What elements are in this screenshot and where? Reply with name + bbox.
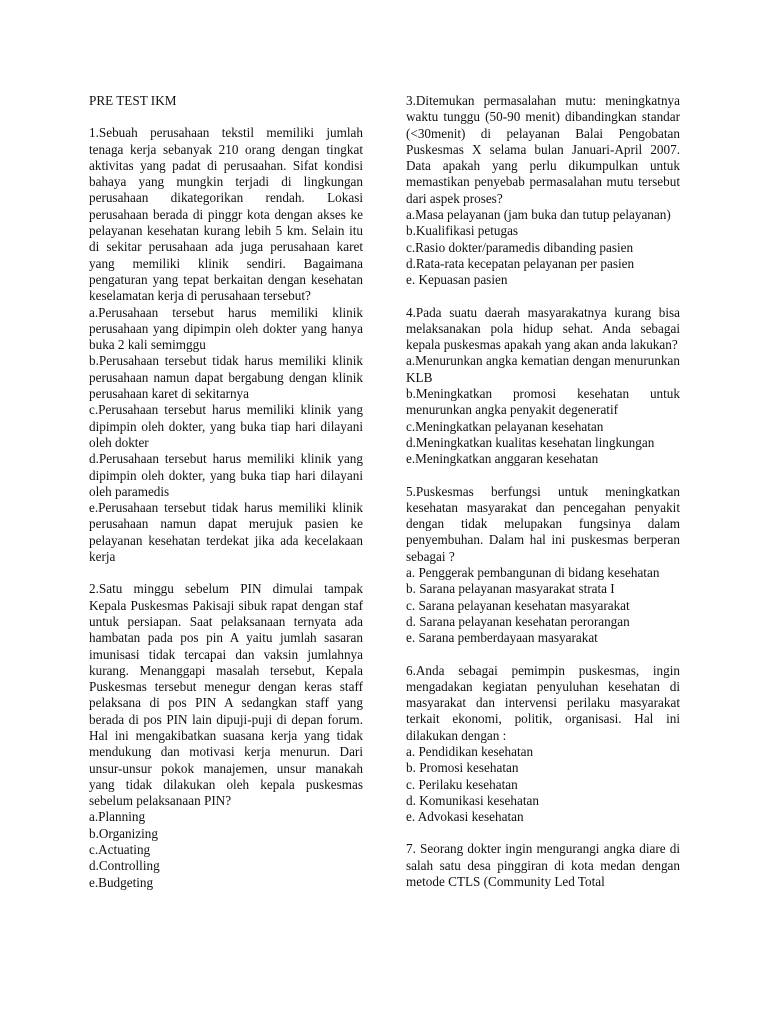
option-a: a.Perusahaan tersebut harus memiliki klinik perusahaan yang dipimpin oleh dokter yang hanya buka 2 kali semimggu <box>89 304 363 353</box>
option-list <box>406 353 680 467</box>
option-list <box>89 305 363 566</box>
option-list <box>406 744 680 825</box>
option-c: c.Meningkatkan pelayanan kesehatan <box>406 418 604 434</box>
question-stem: 1.Sebuah perusahaan tekstil memiliki jumlah tenaga kerja sebanyak 210 orang dengan tingkat aktivitas yang padat di perusaahan. Sifat kondisi bahaya yang mungkin terjadi di lingkungan perusahaan dikategorikan rendah. Lokasi perusahaan berada di pinggr kota dengan akses ke pelayanan kesehatan kurang lebih 5 km. Selain itu di sekitar perusahaan ada juga perusahaan karet yang memiliki klinik sendiri. Bagaimana pengaturan yang tepat berkaitan dengan kesehatan keselamatan kerja di perusahaan tersebut? <box>89 125 363 304</box>
option-list <box>406 565 680 646</box>
left-column <box>89 93 363 907</box>
option-d: d. Sarana pelayanan kesehatan perorangan <box>406 613 630 629</box>
option-d: d.Perusahaan tersebut harus memiliki klinik yang dipimpin oleh dokter, yang buka tiap hari dilayani oleh paramedis <box>89 451 363 499</box>
option-b: b.Perusahaan tersebut tidak harus memiliki klinik perusahaan namun dapat bergabung dengan klinik perusahaan karet di sekitarnya <box>89 353 363 402</box>
option-list <box>89 809 363 890</box>
option-c: c.Rasio dokter/paramedis dibanding pasien <box>406 239 634 255</box>
option-a: a.Menurunkan angka kematian dengan menurunkan KLB <box>406 353 680 385</box>
question-stem: 6.Anda sebagai pemimpin puskesmas, ingin mengadakan kegiatan penyuluhan kesehatan di masyarakat dan intervensi perilaku masyarakat terkait ekonomi, politik, organisasi. Hal ini dilakukan dengan : <box>406 662 680 743</box>
question-2 <box>89 581 363 891</box>
option-e: e. Advokasi kesehatan <box>406 809 524 825</box>
option-b: b. Sarana pelayanan masyarakat strata I <box>406 581 615 597</box>
option-a: a. Penggerak pembangunan di bidang kesehatan <box>406 565 660 581</box>
option-d: d.Controlling <box>89 858 160 874</box>
option-c: c. Sarana pelayanan kesehatan masyarakat <box>406 597 630 613</box>
option-e: e.Budgeting <box>89 874 154 890</box>
option-d: d.Rata-rata kecepatan pelayanan per pasien <box>406 255 635 271</box>
question-stem: 4.Pada suatu daerah masyarakatnya kurang bisa melaksanakan pola hidup sehat. Anda sebagai kepala puskesmas apakah yang akan anda lakukan? <box>406 304 680 353</box>
option-c: c.Perusahaan tersebut harus memiliki klinik yang dipimpin oleh dokter, yang buka tiap hari dilayani oleh dokter <box>89 402 363 450</box>
option-d: d. Komunikasi kesehatan <box>406 792 539 808</box>
option-e: e. Sarana pemberdayaan masyarakat <box>406 630 598 646</box>
question-stem: 5.Puskesmas berfungsi untuk meningkatkan kesehatan masyarakat dan pencegahan penyakit dengan tidak melupakan fungsinya dalam penyembuhan. Dalam hal ini puskesmas berperan sebagai ? <box>406 483 680 564</box>
page-title: PRE TEST IKM <box>89 93 177 108</box>
option-list <box>406 207 680 288</box>
option-e: e.Perusahaan tersebut tidak harus memiliki klinik perusahaan namun dapat merujuk pasien ke pelayanan kesehatan terdekat jika ada kecelakaan kerja <box>89 500 363 565</box>
option-b: b.Kualifikasi petugas <box>406 223 519 239</box>
question-7 <box>406 841 680 890</box>
question-stem: 2.Satu minggu sebelum PIN dimulai tampak Kepala Puskesmas Pakisaji sibuk rapat dengan staf untuk persiapan. Saat pelaksanaan ternyata ada hambatan pada pos pin A yaitu jumlah sasaran imunisasi tidak tercapai dan vaksin jumlahnya kurang. Menanggapi masalah tersebut, Kepala Puskesmas tersebut menegur dengan keras staff pelaksana di pos PIN A sedangkan staff yang berada di pos PIN lain dipuji-puji di depan forum. Hal ini mengakibatkan suasana kerja yang tidak mendukung dan motivasi kerja menurun. Dari unsur-unsur pokok manajemen, unsur manakah yang tidak dilakukan oleh kepala puskesmas sebelum pelaksanaan PIN? <box>89 581 363 809</box>
option-a: a.Masa pelayanan (jam buka dan tutup pelayanan) <box>406 207 671 223</box>
option-c: c. Perilaku kesehatan <box>406 776 518 792</box>
option-a: a. Pendidikan kesehatan <box>406 743 534 759</box>
option-e: e.Meningkatkan anggaran kesehatan <box>406 451 599 467</box>
option-b: b. Promosi kesehatan <box>406 760 519 776</box>
question-3 <box>406 93 680 289</box>
option-e: e. Kepuasan pasien <box>406 272 508 288</box>
question-5 <box>406 484 680 647</box>
option-d: d.Meningkatkan kualitas kesehatan lingkungan <box>406 434 655 450</box>
option-c: c.Actuating <box>89 842 151 858</box>
option-a: a.Planning <box>89 809 146 825</box>
question-4 <box>406 305 680 468</box>
right-column <box>406 93 680 906</box>
option-b: b.Organizing <box>89 825 158 841</box>
question-6 <box>406 663 680 826</box>
question-1 <box>89 125 363 565</box>
question-stem: 7. Seorang dokter ingin mengurangi angka diare di salah satu desa pinggiran di kota medan dengan metode CTLS (Community Led Total <box>406 841 680 890</box>
question-stem: 3.Ditemukan permasalahan mutu: meningkatnya waktu tunggu (50-90 menit) dibandingkan standar (<30menit) di pelayanan Balai Pengobatan Puskesmas X selama bulan Januari-April 2007. Data apakah yang perlu dikumpulkan untuk memastikan penyebab permasalahan mutu tersebut dari aspek proses? <box>406 93 680 206</box>
option-b: b.Meningkatkan promosi kesehatan untuk menurunkan angka penyakit degeneratif <box>406 386 680 418</box>
